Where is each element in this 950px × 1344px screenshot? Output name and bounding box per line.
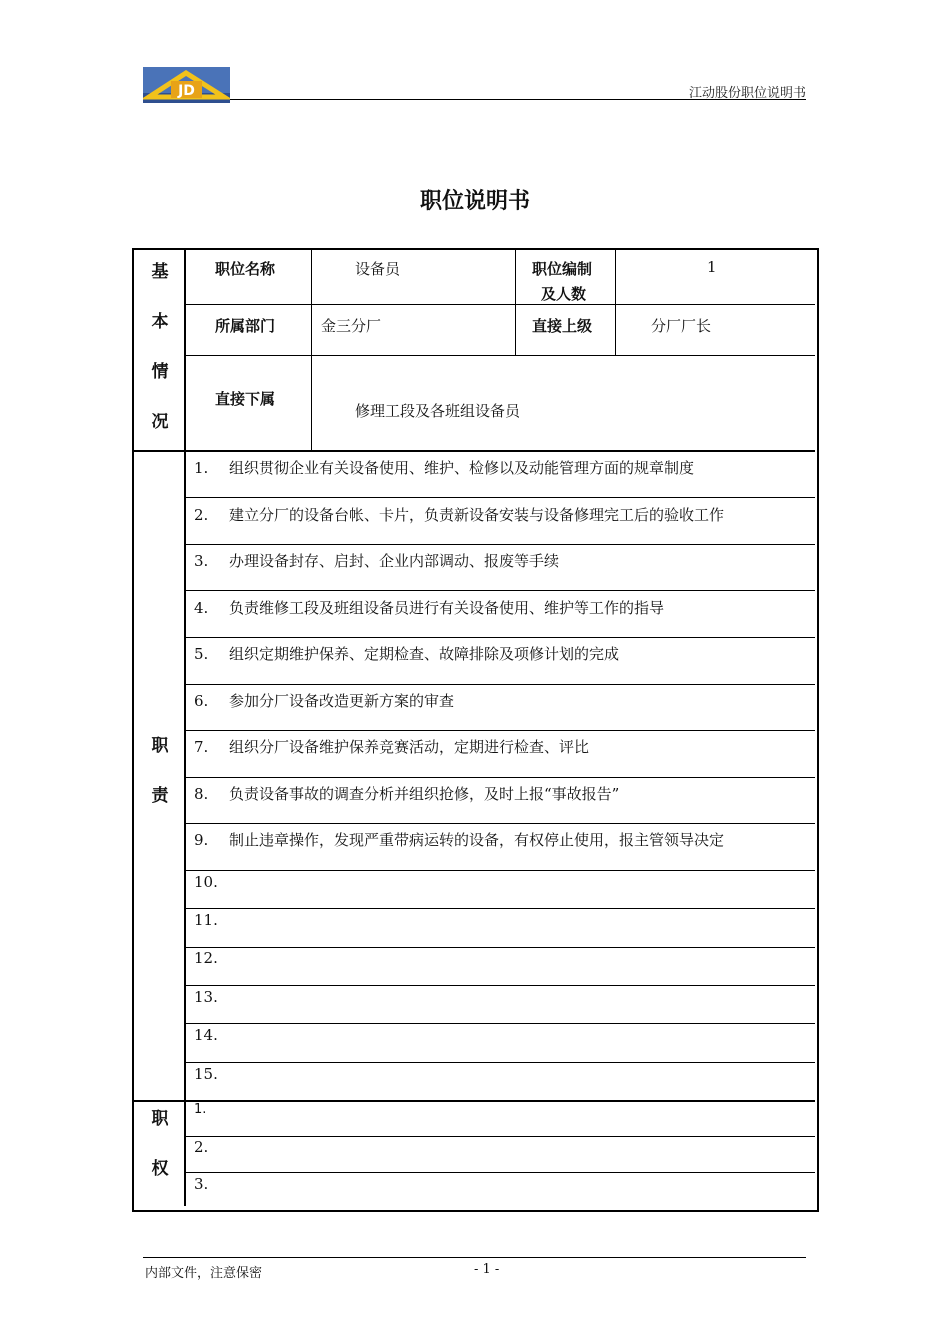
footer-confidential: 内部文件，注意保密 (145, 1266, 263, 1281)
footer-rule (143, 1257, 806, 1258)
duty-text: 组织贯彻企业有关设备使用、维护、检修以及动能管理方面的规章制度 (229, 459, 695, 477)
duty-text: 负责维修工段及班组设备员进行有关设备使用、维护等工作的指导 (229, 599, 665, 617)
row-line (186, 497, 815, 498)
superior-label: 直接上级 (532, 317, 593, 335)
duty-item-14 (194, 1026, 229, 1044)
duty-item-9 (194, 829, 724, 850)
duty-number: 7. (194, 738, 209, 756)
duty-text: 参加分厂设备改造更新方案的审查 (229, 692, 455, 710)
duty-item-2 (194, 504, 724, 525)
duty-item-6 (194, 690, 454, 711)
row-line (186, 823, 815, 824)
row-line (186, 908, 815, 909)
duty-item-11 (194, 911, 229, 929)
row-line (186, 544, 815, 545)
duty-item-1 (194, 457, 694, 478)
grid-line (186, 304, 815, 305)
row-line (186, 1136, 815, 1137)
duty-text: 办理设备封存、启封、企业内部调动、报废等手续 (229, 552, 560, 570)
authority-item-3: 3. (194, 1175, 209, 1193)
duty-item-10 (194, 873, 229, 891)
duty-number: 8. (194, 785, 209, 803)
duty-number: 15. (194, 1065, 218, 1083)
row-line (186, 684, 815, 685)
duty-number: 14. (194, 1026, 218, 1044)
duty-number: 4. (194, 599, 209, 617)
grid-line (311, 250, 312, 450)
section-duties-char-1: 职 (151, 736, 169, 756)
duty-item-4 (194, 597, 664, 618)
row-line (186, 1172, 815, 1173)
duty-item-13 (194, 988, 229, 1006)
logo-text: JD (178, 83, 195, 99)
section-authority-char-2: 权 (151, 1159, 169, 1179)
headcount-value: 1 (707, 258, 717, 276)
duty-item-5 (194, 643, 619, 664)
page-number: - 1 - (474, 1262, 500, 1277)
row-line (186, 637, 815, 638)
department-value: 金三分厂 (321, 317, 382, 335)
authority-item-1: 1. (194, 1102, 207, 1117)
duty-text: 制止违章操作，发现严重带病运转的设备，有权停止使用，报主管领导决定 (229, 831, 725, 849)
section-basic-char-4: 况 (151, 412, 169, 432)
row-line (186, 730, 815, 731)
subordinate-label: 直接下属 (215, 390, 276, 408)
duty-number: 13. (194, 988, 218, 1006)
duty-item-7 (194, 736, 589, 757)
duty-item-15 (194, 1065, 229, 1083)
section-authority-char-1: 职 (151, 1109, 169, 1129)
duty-number: 12. (194, 949, 218, 967)
row-line (186, 947, 815, 948)
grid-line (186, 355, 815, 356)
page-title: 职位说明书 (419, 189, 530, 214)
grid-line (615, 250, 616, 356)
position-name-value: 设备员 (355, 260, 401, 278)
duty-text: 组织定期维护保养、定期检查、故障排除及项修计划的完成 (229, 645, 620, 663)
duty-number: 1. (194, 459, 209, 477)
duty-text: 建立分厂的设备台帐、卡片，负责新设备安装与设备修理完工后的验收工作 (229, 506, 725, 524)
authority-item-2: 2. (194, 1138, 209, 1156)
company-logo (143, 67, 230, 103)
superior-value: 分厂厂长 (651, 317, 712, 335)
row-line (186, 777, 815, 778)
row-line (186, 985, 815, 986)
section-basic-char-1: 基 (151, 262, 169, 282)
duty-number: 5. (194, 645, 209, 663)
subordinate-value: 修理工段及各班组设备员 (355, 402, 521, 420)
row-line (186, 1023, 815, 1024)
duty-item-3 (194, 550, 559, 571)
position-name-label: 职位名称 (215, 260, 276, 278)
section-duties-char-2: 责 (151, 786, 169, 806)
duty-number: 11. (194, 911, 218, 929)
row-line (186, 1062, 815, 1063)
headcount-label-1: 职位编制 (532, 260, 593, 278)
duty-number: 10. (194, 873, 218, 891)
header-doc-title: 江动股份职位说明书 (688, 86, 806, 101)
duty-number: 3. (194, 552, 209, 570)
department-label: 所属部门 (215, 317, 276, 335)
section-divider (134, 450, 815, 452)
headcount-label-2: 及人数 (541, 285, 587, 303)
row-line (186, 870, 815, 871)
duty-item-12 (194, 949, 229, 967)
duty-number: 2. (194, 506, 209, 524)
duty-number: 9. (194, 831, 209, 849)
section-basic-char-3: 情 (151, 362, 169, 382)
grid-line (515, 250, 516, 356)
duty-number: 6. (194, 692, 209, 710)
duty-item-8 (194, 783, 619, 804)
section-divider (134, 1100, 815, 1102)
duty-text: 负责设备事故的调查分析并组织抢修，及时上报“事故报告” (229, 785, 620, 803)
row-line (186, 590, 815, 591)
section-basic-char-2: 本 (151, 312, 169, 332)
duty-text: 组织分厂设备维护保养竞赛活动，定期进行检查、评比 (229, 738, 590, 756)
